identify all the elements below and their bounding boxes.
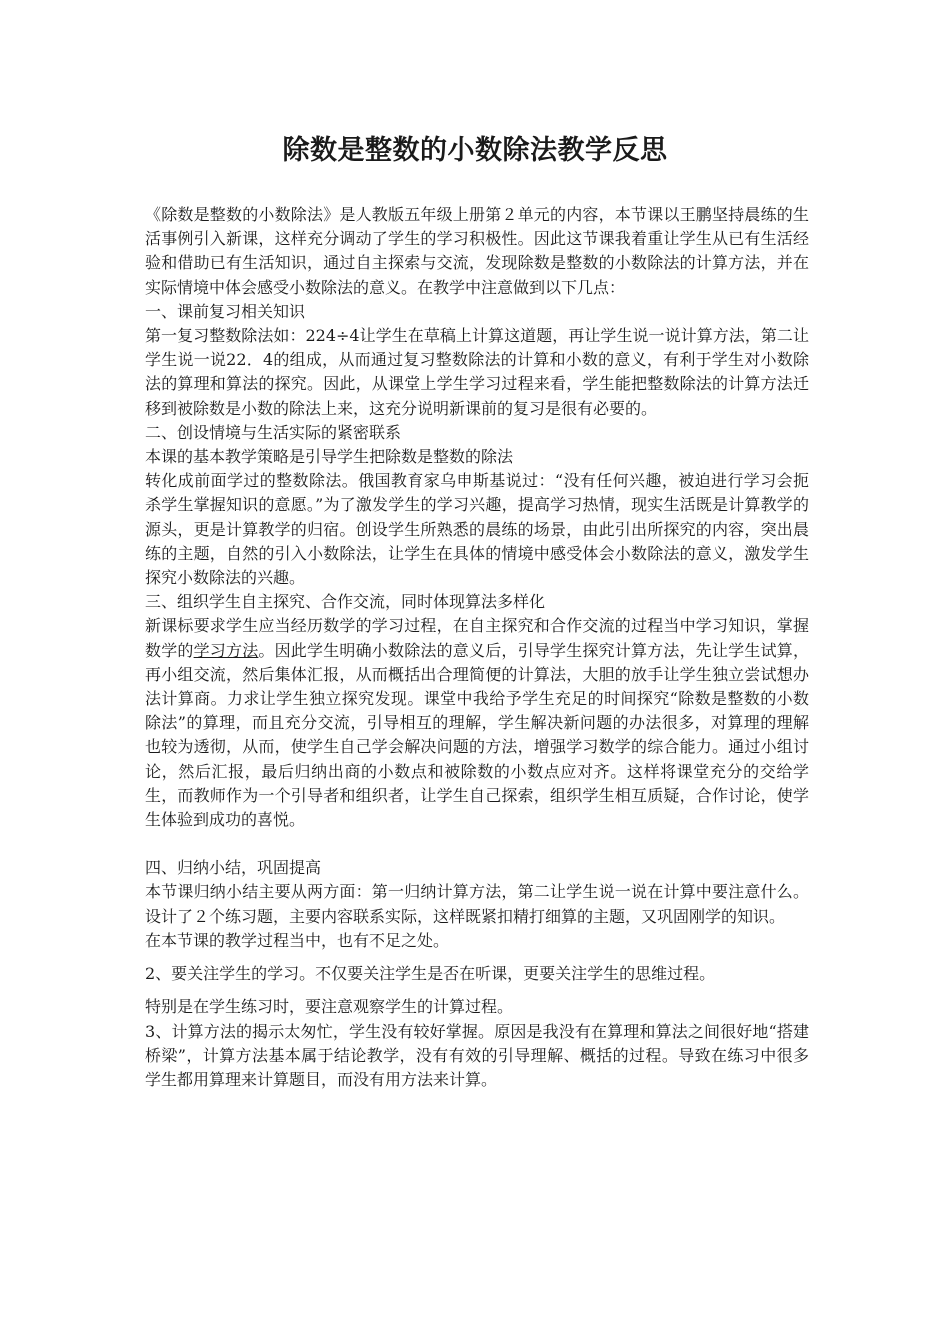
section-4-heading: 四、归纳小结，巩固提高: [145, 858, 322, 878]
section-2-line: 本课的基本教学策略是引导学生把除数是整数的除法: [145, 447, 514, 467]
intro-paragraph: 《除数是整数的小数除法》是人教版五年级上册第２单元的内容，本节课以王鹏坚持晨练的生活事例引入新课，这样充分调动了学生的学习积极性。因此这节课我着重让学生从已有生活经验和借助已有生活知识，通过自主探索与交流，发现除数是整数的小数除法的计算方法，并在实际情境中体会感受小数除法的意义。在教学中注意做到以下几点：: [145, 205, 809, 297]
section-4-paragraph: 本节课归纳小结主要从两方面：第一归纳计算方法，第二让学生说一说在计算中要注意什么。设计了２个练习题，主要内容联系实际，这样既紧扣精打细算的主题，又巩固刚学的知识。: [145, 882, 809, 926]
paragraph-spacer: [145, 832, 809, 856]
section-1-paragraph: 第一复习整数除法如：224÷4让学生在草稿上计算这道题，再让学生说一说计算方法，第二让学生说一说22．4的组成，从而通过复习整数除法的计算和小数的意义，有利于学生对小数除法的算理和算法的探究。因此，从课堂上学生学习过程来看，学生能把整数除法的计算方法迁移到被除数是小数的除法上来，这充分说明新课前的复习是很有必要的。: [145, 326, 809, 418]
point-2-paragraph: 2、要关注学生的学习。不仅要关注学生是否在听课，更要关注学生的思维过程。: [145, 964, 716, 984]
section-1-heading: 一、课前复习相关知识: [145, 301, 306, 321]
point-2-continued: 特别是在学生练习时，要注意观察学生的计算过程。: [145, 997, 514, 1017]
document-title: 除数是整数的小数除法教学反思: [282, 135, 668, 166]
study-method-link[interactable]: 学习方法: [193, 640, 259, 660]
section-2-paragraph: 转化成前面学过的整数除法。俄国教育家乌申斯基说过：“没有任何兴趣，被迫进行学习会扼杀学生掌握知识的意愿。”为了激发学生的学习兴趣，提高学习热情，现实生活既是计算教学的源头，更是计算教学的归宿。创设学生所熟悉的晨练的场景，由此引出所探究的内容，突出晨练的主题，自然的引入小数除法，让学生在具体的情境中感受体会小数除法的意义，激发学生探究小数除法的兴趣。: [145, 471, 809, 588]
section-3-text-end: 。因此学生明确小数除法的意义后，引导学生探究计算方法，先让学生试算，再小组交流，然后集体汇报，从而概括出合理简便的计算法，大胆的放手让学生独立尝试想办法计算商。力求让学生独立探究发现。课堂中我给予学生充足的时间探究“除数是整数的小数除法”的算理，而且充分交流，引导相互的理解，学生解决新问题的办法很多，对算理的理解也较为透彻，从而，使学生自己学会解决问题的方法，增强学习数学的综合能力。通过小组讨论，然后汇报，最后归纳出商的小数点和被除数的小数点应对齐。这样将课堂充分的交给学生，而教师作为一个引导者和组织者，让学生自己探索，组织学生相互质疑，合作讨论，使学生体验到成功的喜悦。: [145, 640, 809, 830]
paragraph-spacer-small: [145, 953, 809, 962]
section-3-text-start: 新课标要求学生应当经历数学的学习过程，在自主探究和合作交流的过程当中学习知识，掌握数学的: [145, 616, 809, 660]
section-3-heading: 三、组织学生自主探究、合作交流，同时体现算法多样化: [145, 592, 546, 612]
paragraph-spacer-small: [145, 986, 809, 995]
document-body: [145, 203, 809, 1092]
shortcoming-sentence: 在本节课的教学过程当中，也有不足之处。: [145, 930, 450, 950]
section-2-heading: 二、创设情境与生活实际的紧密联系: [145, 422, 402, 442]
point-3-paragraph: 3、计算方法的揭示太匆忙，学生没有较好掌握。原因是我没有在算理和算法之间很好地“搭建桥梁”，计算方法基本属于结论教学，没有有效的引导理解、概括的过程。导致在练习中很多学生都用算理来计算题目，而没有用方法来计算。: [145, 1021, 809, 1089]
section-3-paragraph: [145, 614, 809, 832]
